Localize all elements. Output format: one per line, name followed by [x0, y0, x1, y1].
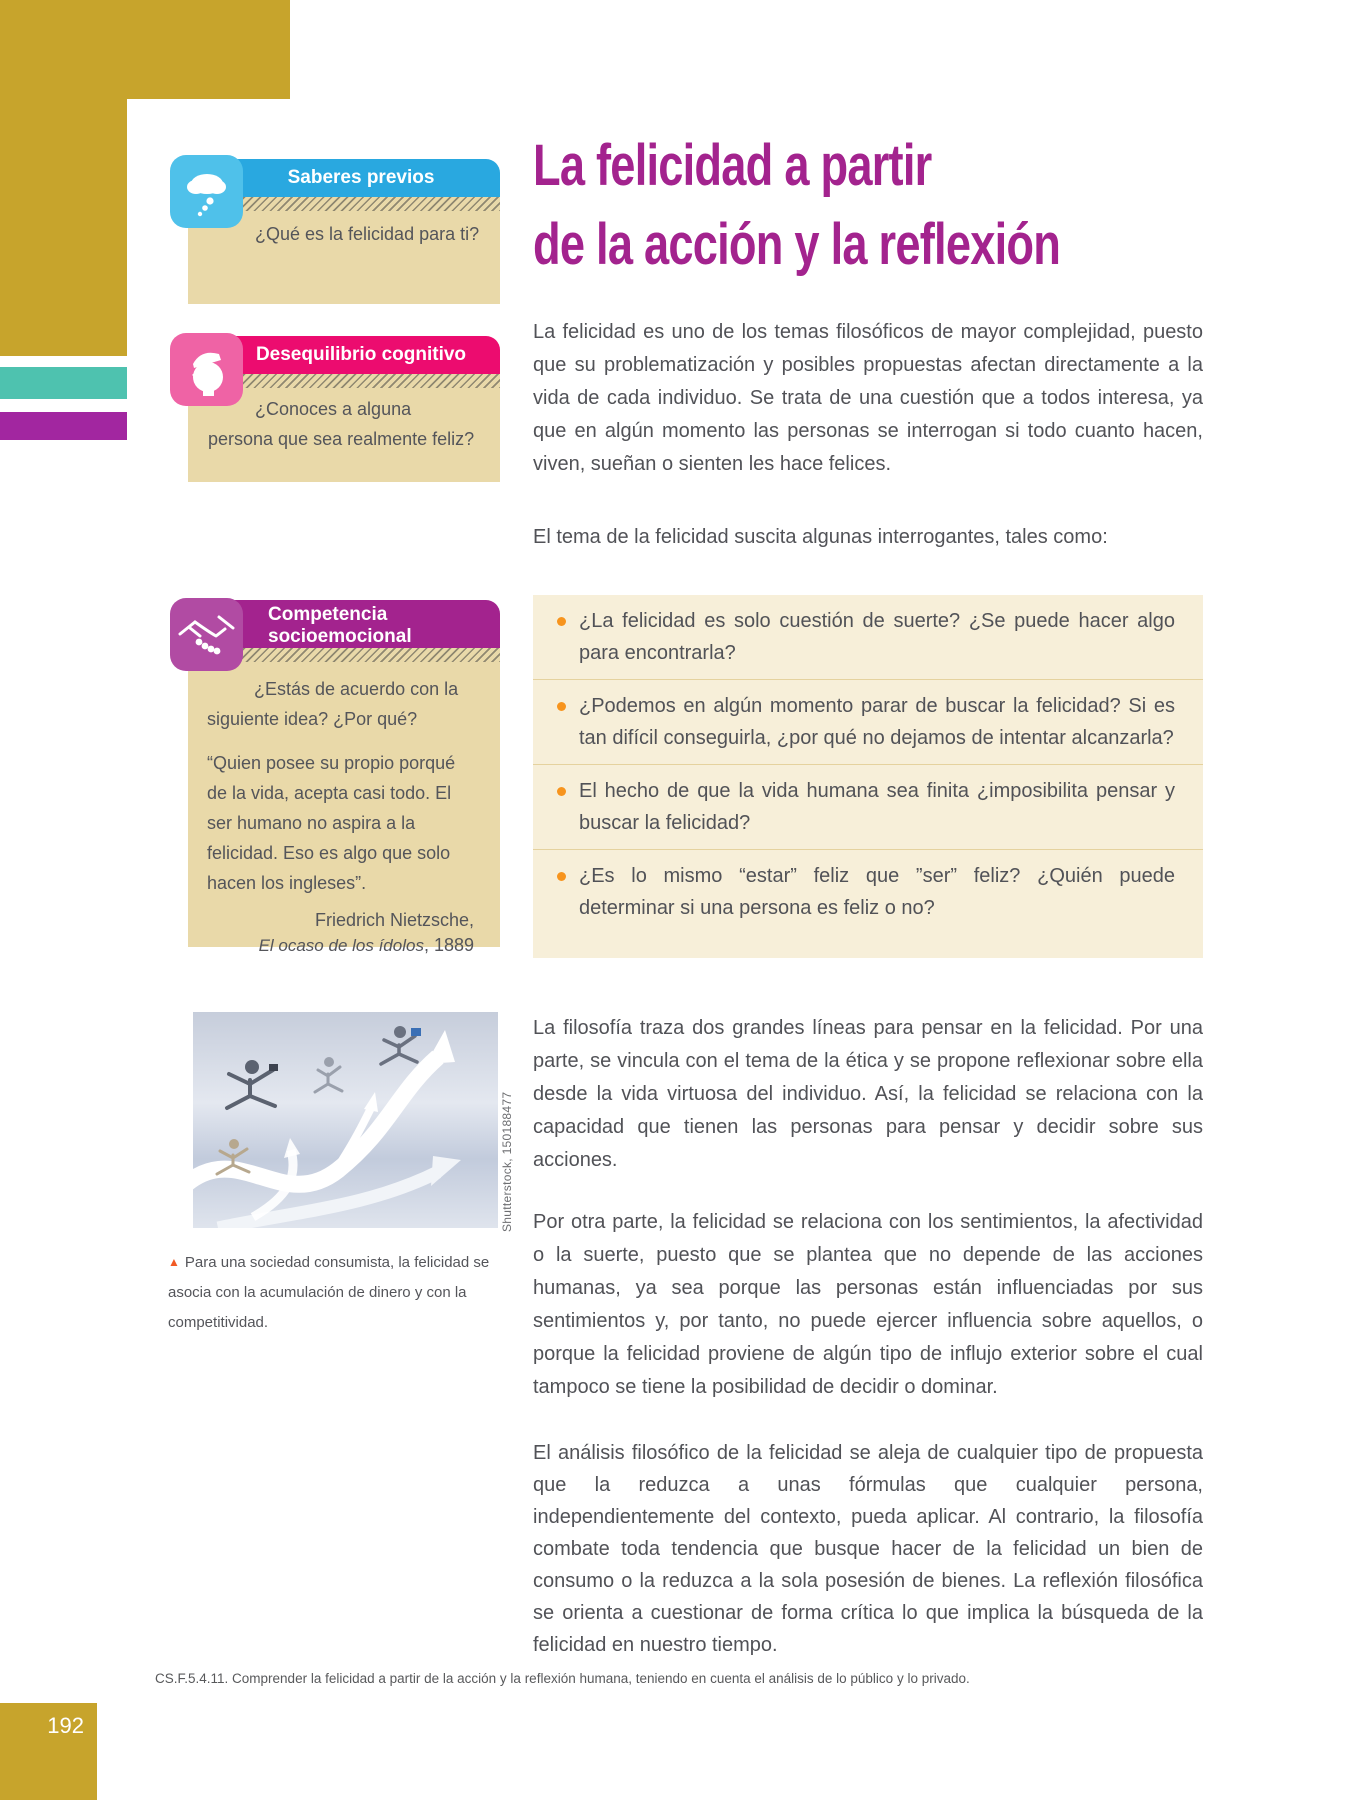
- figure-caption-text: Para una sociedad consumista, la felicidad se asocia con la acumulación de dinero y con la competitividad.: [168, 1254, 490, 1331]
- saberes-previos-title: Saberes previos: [287, 167, 435, 188]
- page-title: [533, 126, 1079, 284]
- curriculum-standard-footnote: CS.F.5.4.11. Comprender la felicidad a partir de la acción y la reflexión humana, teniendo en cuenta el análisis de lo público y lo privado.: [155, 1671, 970, 1686]
- intro-paragraph: La felicidad es uno de los temas filosóficos de mayor complejidad, puesto que su problematización y posibles propuestas afectan directamente a la vida de cada individuo. Se trata de una cuestión que a todos interesa, ya que en algún momento las personas se interrogan si todo cuanto hacen, viven, sueñan o sienten les hace felices.: [533, 321, 1203, 475]
- quote-author: Friedrich Nietzsche,: [314, 910, 474, 930]
- question-text: ¿La felicidad es solo cuestión de suerte? ¿Se puede hacer algo para encontrarla?: [579, 610, 1175, 664]
- gold-corner-block: [0, 0, 290, 99]
- question-list-item: [533, 764, 1203, 849]
- handshake-icon: [170, 598, 243, 671]
- bullet-icon: [557, 702, 566, 711]
- thought-bubble-icon: [170, 155, 243, 228]
- competencia-socioemocional-box: [170, 598, 500, 955]
- teal-accent-bar: [0, 367, 127, 399]
- question-text: ¿Es lo mismo “estar” feliz que ”ser” feliz? ¿Quién puede determinar si una persona es feliz o no?: [579, 865, 1175, 919]
- saberes-previos-question: ¿Qué es la felicidad para ti?: [255, 224, 480, 244]
- violet-accent-bar: [0, 412, 127, 440]
- questions-list-box: [533, 595, 1203, 958]
- question-text: ¿Podemos en algún momento parar de buscar la felicidad? Si es tan difícil conseguirla, ¿por qué no dejamos de intentar alcanzarla?: [579, 695, 1175, 749]
- competencia-title-line2: socioemocional: [268, 626, 412, 647]
- desequilibrio-question: ¿Conoces a alguna persona que sea realmente feliz?: [208, 399, 475, 449]
- caption-triangle-icon: ▲: [168, 1255, 180, 1269]
- lead-in-paragraph: El tema de la felicidad suscita algunas interrogantes, tales como:: [533, 526, 1108, 548]
- question-list-item: [533, 849, 1203, 934]
- bullet-icon: [557, 617, 566, 626]
- figure-image: [193, 1012, 498, 1228]
- question-list-item: [533, 679, 1203, 764]
- competencia-header: [222, 600, 500, 648]
- desequilibrio-header: [222, 336, 500, 374]
- page-title-line2: de la acción y la reflexión: [533, 212, 1061, 277]
- body-paragraph: La filosofía traza dos grandes líneas para pensar en la felicidad. Por una parte, se vincula con el tema de la ética y se propone reflexionar sobre ella desde la vida virtuosa del individuo. Así, la felicidad se relaciona con la capacidad que tienen las personas para pensar y decidir sobre sus acciones.: [533, 1017, 1203, 1171]
- quote-source: [207, 933, 474, 958]
- saberes-previos-header: [222, 159, 500, 197]
- competencia-question: ¿Estás de acuerdo con la siguiente idea? ¿Por qué?: [207, 679, 459, 729]
- figure-credit: Shutterstock, 150188477: [500, 1091, 514, 1232]
- competencia-title-line1: Competencia: [268, 604, 388, 625]
- page-number-block: [0, 1703, 97, 1800]
- bullet-icon: [557, 872, 566, 881]
- gold-corner-column: [0, 98, 127, 356]
- body-paragraph: Por otra parte, la felicidad se relaciona con los sentimientos, la afectividad o la suerte, puesto que se plantea que no depende de las acciones humanas, ya sea porque las personas están influenciadas por sus sentimientos y, por tanto, no puede ejercer influencia sobre aquellos, o porque la felicidad proviene de algún tipo de influjo exterior sobre el cual tampoco se tiene la posibilidad de decidir o dominar.: [533, 1211, 1203, 1398]
- open-mind-head-icon: [170, 333, 243, 406]
- page-title-line1: La felicidad a partir: [533, 133, 932, 198]
- page-number: 192: [47, 1713, 84, 1738]
- nietzsche-quote: “Quien posee su propio porqué de la vida, acepta casi todo. El ser humano no aspira a la felicidad. Eso es algo que solo hacen los ingleses”.: [207, 753, 456, 893]
- figure-caption: [168, 1248, 490, 1338]
- competencia-body-box: [188, 648, 500, 955]
- question-text: El hecho de que la vida humana sea finita ¿imposibilita pensar y buscar la felicidad?: [579, 780, 1175, 834]
- desequilibrio-title: Desequilibrio cognitivo: [255, 344, 467, 365]
- quote-year: , 1889: [423, 935, 474, 955]
- quote-work-title: El ocaso de los ídolos: [258, 936, 424, 955]
- desequilibrio-cognitivo-box: [170, 333, 500, 483]
- bullet-icon: [557, 787, 566, 796]
- saberes-previos-box: [170, 155, 500, 305]
- question-list-item: [533, 595, 1203, 679]
- body-paragraph: El análisis filosófico de la felicidad se aleja de cualquier tipo de propuesta que la reduzca a unas fórmulas que cualquier persona, independientemente del contexto, pueda aplicar. Al contrario, la filosofía combate toda tendencia que busque hacer de la felicidad un bien de consumo o la reduzca a la sola posesión de bienes. La reflexión filosófica se orienta a cuestionar de forma crítica lo que implica la búsqueda de la felicidad en nuestro tiempo.: [533, 1442, 1203, 1656]
